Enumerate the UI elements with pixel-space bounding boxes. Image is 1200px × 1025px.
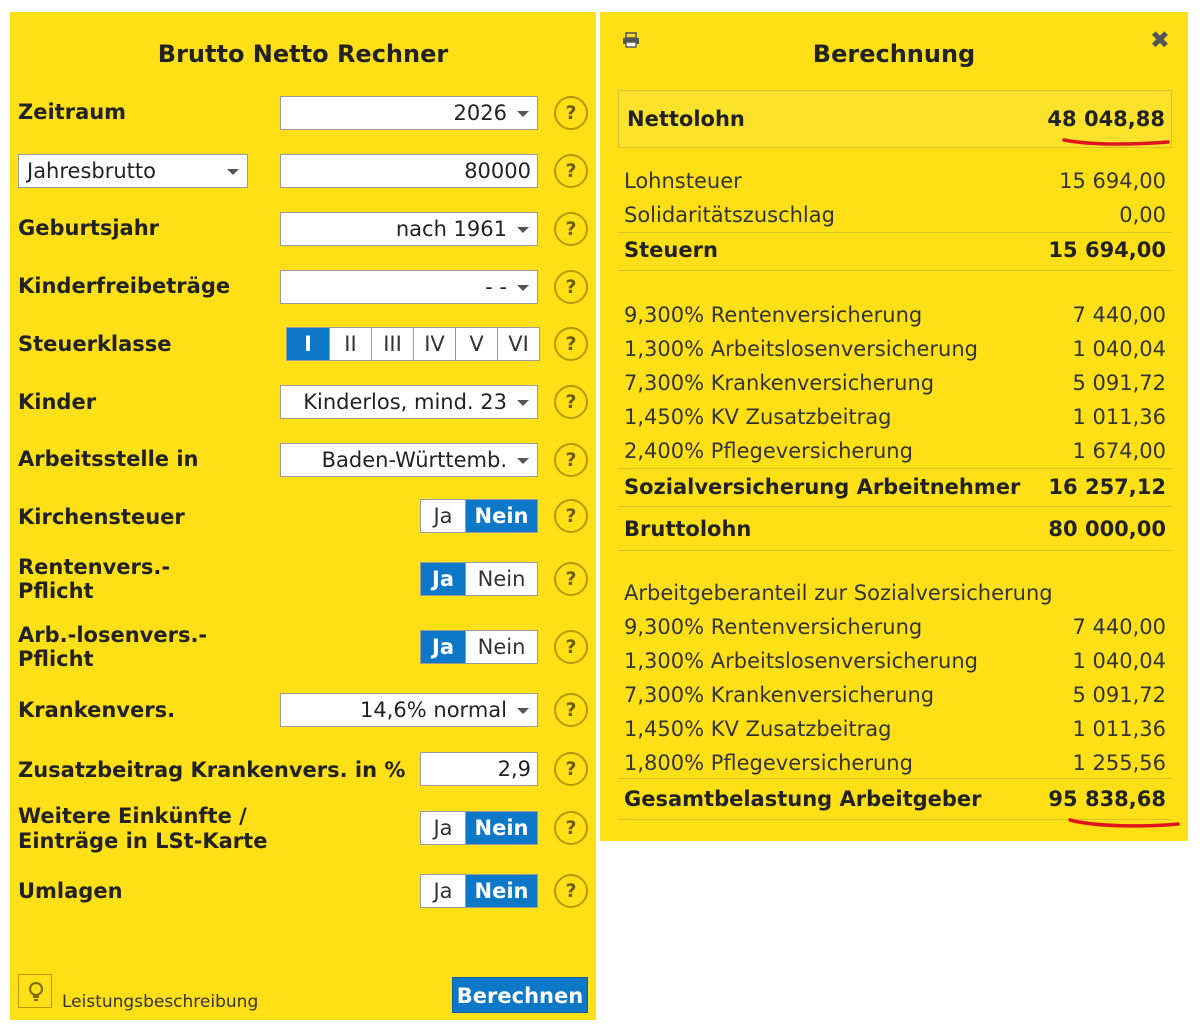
steuerklasse-label: Steuerklasse — [18, 332, 172, 356]
rentenvers-label-line1: Rentenvers.- — [18, 555, 171, 579]
rentenvers-nein[interactable]: Nein — [465, 563, 537, 595]
divider — [618, 468, 1172, 469]
an-value: 1 674,00 — [1072, 439, 1166, 463]
zusatzbeitrag-label: Zusatzbeitrag Krankenvers. in % — [18, 758, 406, 782]
arbeitsstelle-label: Arbeitsstelle in — [18, 447, 199, 471]
ag-row — [624, 714, 1166, 744]
chevron-down-icon — [517, 400, 529, 406]
an-value: 7 440,00 — [1072, 303, 1166, 327]
steuerklasse-option-vi[interactable]: VI — [497, 328, 539, 360]
help-icon[interactable]: ? — [554, 874, 588, 908]
kinder-select[interactable] — [280, 385, 538, 419]
an-row — [624, 300, 1166, 330]
zusatzbeitrag-input[interactable] — [420, 752, 538, 786]
kirchensteuer-ja[interactable]: Ja — [421, 500, 465, 532]
geburtsjahr-label: Geburtsjahr — [18, 216, 160, 240]
umlagen-toggle — [420, 874, 538, 908]
help-icon[interactable]: ? — [554, 630, 588, 664]
zeitraum-value: 2026 — [453, 101, 507, 125]
calculator-form-panel — [10, 12, 596, 1020]
umlagen-nein[interactable]: Nein — [465, 875, 537, 907]
annotation-underline — [1060, 134, 1172, 150]
zeitraum-label: Zeitraum — [18, 100, 127, 124]
description-link[interactable]: Leistungsbeschreibung — [62, 992, 259, 1012]
lohnsteuer-row — [624, 166, 1166, 196]
an-label: 1,450% KV Zusatzbeitrag — [624, 405, 892, 429]
umlagen-ja[interactable]: Ja — [421, 875, 465, 907]
form-title: Brutto Netto Rechner — [157, 40, 449, 68]
bruttolohn-label: Bruttolohn — [624, 517, 752, 541]
help-icon[interactable]: ? — [554, 270, 588, 304]
an-row — [624, 334, 1166, 364]
calculate-button[interactable]: Berechnen — [452, 977, 588, 1013]
steuern-row — [624, 235, 1166, 265]
tip-button[interactable] — [18, 974, 52, 1008]
an-label: 9,300% Rentenversicherung — [624, 303, 923, 327]
chevron-down-icon — [227, 169, 239, 175]
arbeitsstelle-value: Baden-Württemb. — [321, 448, 507, 472]
krankenvers-select[interactable] — [280, 693, 538, 727]
zeitraum-select[interactable] — [280, 96, 538, 130]
ag-label: 1,800% Pflegeversicherung — [624, 751, 913, 775]
krankenvers-value: 14,6% normal — [360, 698, 507, 722]
soli-label: Solidaritätszuschlag — [624, 203, 835, 227]
divider — [618, 270, 1172, 271]
arbeitsstelle-select[interactable] — [280, 443, 538, 477]
rentenvers-toggle — [420, 562, 538, 596]
krankenvers-label: Krankenvers. — [18, 698, 176, 722]
an-value: 1 011,36 — [1072, 405, 1166, 429]
kinderfreibetraege-label: Kinderfreibeträge — [18, 274, 231, 298]
chevron-down-icon — [517, 227, 529, 233]
nettolohn-value: 48 048,88 — [1047, 107, 1165, 131]
help-icon[interactable]: ? — [554, 327, 588, 361]
ag-value: 1 040,04 — [1072, 649, 1166, 673]
divider — [618, 506, 1172, 507]
ag-row — [624, 612, 1166, 642]
ag-value: 1 011,36 — [1072, 717, 1166, 741]
an-label: 2,400% Pflegeversicherung — [624, 439, 913, 463]
lohnsteuer-value: 15 694,00 — [1059, 169, 1166, 193]
help-icon[interactable]: ? — [554, 562, 588, 596]
help-icon[interactable]: ? — [554, 96, 588, 130]
weitere-label-line1: Weitere Einkünfte / — [18, 804, 247, 828]
ag-row — [624, 646, 1166, 676]
kinderfreibetraege-value: - - — [485, 275, 507, 299]
steuerklasse-option-i[interactable]: I — [287, 328, 329, 360]
steuerklasse-option-iv[interactable]: IV — [413, 328, 455, 360]
help-icon[interactable]: ? — [554, 212, 588, 246]
help-icon[interactable]: ? — [554, 154, 588, 188]
ag-row — [624, 748, 1166, 778]
annotation-underline — [1066, 814, 1182, 832]
soli-value: 0,00 — [1119, 203, 1166, 227]
ag-label: 7,300% Krankenversicherung — [624, 683, 935, 707]
bruttolohn-row — [624, 514, 1166, 544]
arblosenvers-label-line1: Arb.-losenvers.- — [18, 623, 208, 647]
an-value: 5 091,72 — [1072, 371, 1166, 395]
gesamt-label: Gesamtbelastung Arbeitgeber — [624, 787, 982, 811]
rentenvers-ja[interactable]: Ja — [421, 563, 465, 595]
help-icon[interactable]: ? — [554, 443, 588, 477]
kinder-label: Kinder — [18, 390, 97, 414]
lohnsteuer-label: Lohnsteuer — [624, 169, 742, 193]
income-type-select[interactable] — [18, 154, 248, 188]
weitere-label-line2: Einträge in LSt-Karte — [18, 829, 268, 853]
an-label: 7,300% Krankenversicherung — [624, 371, 935, 395]
result-title: Berechnung — [812, 40, 976, 68]
weitere-toggle — [420, 811, 538, 845]
gesamt-value: 95 838,68 — [1048, 787, 1166, 811]
income-input[interactable] — [280, 154, 538, 188]
chevron-down-icon — [517, 111, 529, 117]
ag-label: 1,450% KV Zusatzbeitrag — [624, 717, 892, 741]
ag-heading: Arbeitgeberanteil zur Sozialversicherung — [624, 581, 1053, 605]
weitere-nein[interactable]: Nein — [465, 812, 537, 844]
arblosenvers-nein[interactable]: Nein — [465, 631, 537, 663]
close-icon[interactable]: ✖ — [1149, 26, 1170, 54]
soli-row — [624, 200, 1166, 230]
ag-label: 9,300% Rentenversicherung — [624, 615, 923, 639]
weitere-ja[interactable]: Ja — [421, 812, 465, 844]
steuerklasse-selector — [286, 327, 540, 361]
rentenvers-label-line2: Pflicht — [18, 579, 94, 603]
kirchensteuer-toggle — [420, 499, 538, 533]
sv-an-row — [624, 472, 1166, 502]
chevron-down-icon — [517, 708, 529, 714]
help-icon[interactable]: ? — [554, 499, 588, 533]
chevron-down-icon — [517, 458, 529, 464]
ag-value: 1 255,56 — [1072, 751, 1166, 775]
lightbulb-icon — [27, 981, 45, 1003]
divider — [618, 550, 1172, 551]
help-icon[interactable]: ? — [554, 385, 588, 419]
umlagen-label: Umlagen — [18, 879, 123, 903]
steuerklasse-option-v[interactable]: V — [455, 328, 497, 360]
arblosenvers-ja[interactable]: Ja — [421, 631, 465, 663]
kinder-value: Kinderlos, mind. 23 — [303, 390, 507, 414]
ag-heading-row — [624, 578, 1166, 608]
steuern-value: 15 694,00 — [1048, 238, 1166, 262]
help-icon[interactable]: ? — [554, 752, 588, 786]
bruttolohn-value: 80 000,00 — [1048, 517, 1166, 541]
nettolohn-label: Nettolohn — [627, 107, 745, 131]
an-row — [624, 402, 1166, 432]
income-type-value: Jahresbrutto — [27, 159, 156, 183]
zusatzbeitrag-value: 2,9 — [497, 757, 531, 781]
help-icon[interactable]: ? — [554, 693, 588, 727]
ag-row — [624, 680, 1166, 710]
an-label: 1,300% Arbeitslosenversicherung — [624, 337, 978, 361]
income-value: 80000 — [464, 159, 531, 183]
steuerklasse-option-iii[interactable]: III — [371, 328, 413, 360]
steuerklasse-option-ii[interactable]: II — [329, 328, 371, 360]
an-row — [624, 368, 1166, 398]
kirchensteuer-nein[interactable]: Nein — [465, 500, 537, 532]
geburtsjahr-value: nach 1961 — [395, 217, 507, 241]
arblosenvers-label-line2: Pflicht — [18, 647, 94, 671]
kirchensteuer-label: Kirchensteuer — [18, 505, 185, 529]
an-value: 1 040,04 — [1072, 337, 1166, 361]
sv-an-label: Sozialversicherung Arbeitnehmer — [624, 475, 1021, 499]
chevron-down-icon — [517, 285, 529, 291]
steuern-label: Steuern — [624, 238, 718, 262]
help-icon[interactable]: ? — [554, 811, 588, 845]
kinderfreibetraege-select[interactable] — [280, 270, 538, 304]
ag-label: 1,300% Arbeitslosenversicherung — [624, 649, 978, 673]
divider — [618, 232, 1172, 233]
geburtsjahr-select[interactable] — [280, 212, 538, 246]
ag-value: 5 091,72 — [1072, 683, 1166, 707]
ag-value: 7 440,00 — [1072, 615, 1166, 639]
arblosenvers-toggle — [420, 630, 538, 664]
sv-an-value: 16 257,12 — [1048, 475, 1166, 499]
an-row — [624, 436, 1166, 466]
